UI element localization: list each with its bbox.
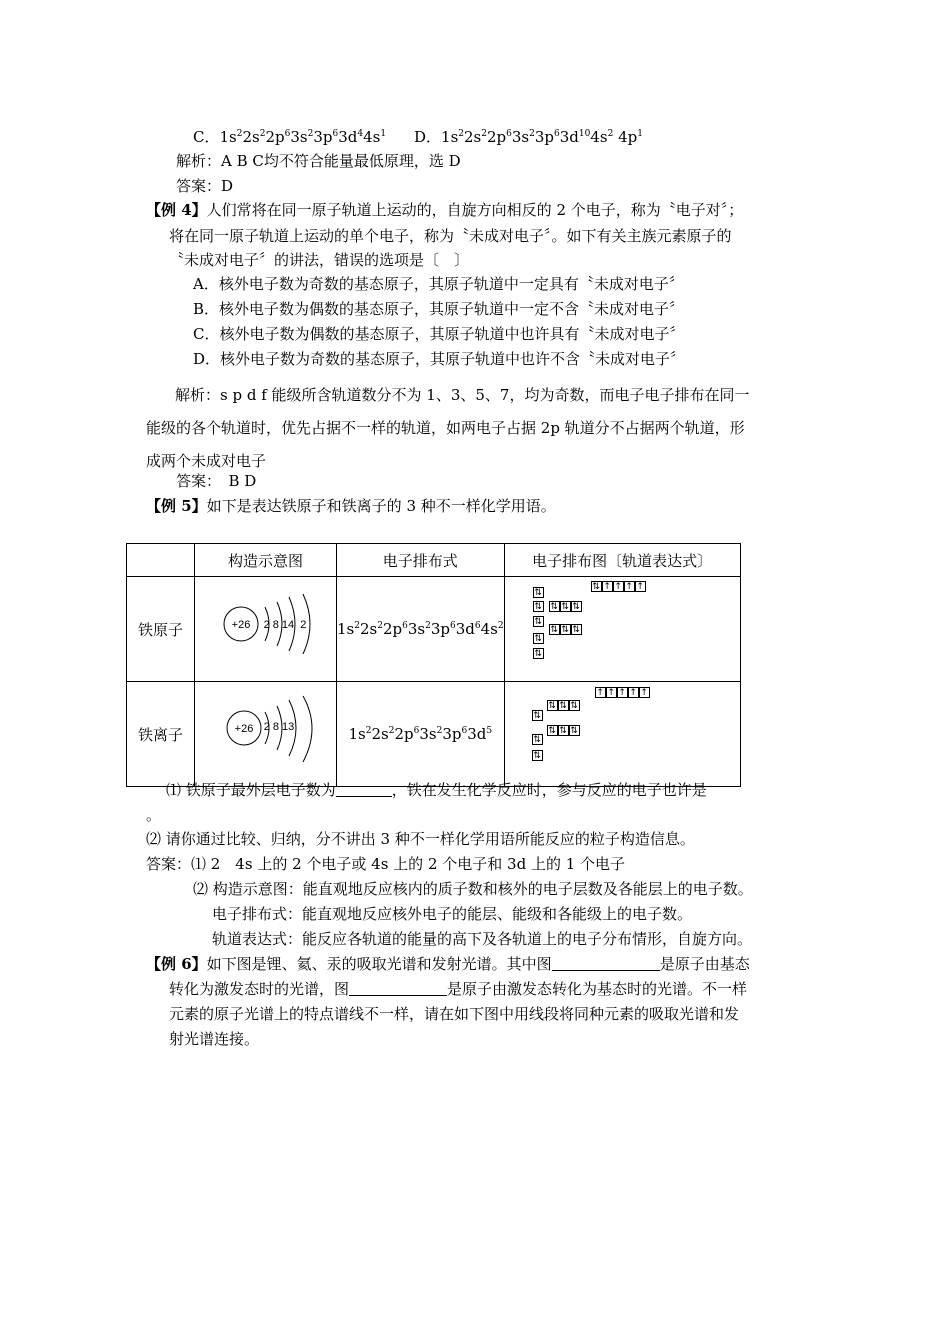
example-4-option-d: D．核外电子数为奇数的基态原子，其原子轨道中也许不含〝未成对电子〞 — [193, 350, 686, 368]
example-4-option-a: A．核外电子数为奇数的基态原子，其原子轨道中一定具有〝未成对电子〞 — [193, 275, 684, 293]
option-d: D．$1s^22s^22p^63s^23p^63d^{10}4s^2$ $4p^1$ — [414, 128, 644, 146]
example-4-line-3: 〝未成对电子〞的讲法，错误的选项是〔 〕 — [169, 251, 470, 269]
ion-2p-orbitals: ⇅ ⇅ ⇅ — [548, 726, 578, 736]
example-4-analysis-2: 能级的各个轨道时，优先占据不一样的轨道，如两电子占据 2p 轨道分不占据两个轨道，形 — [146, 419, 745, 437]
table-header-row — [127, 544, 741, 577]
ion-config-cell — [337, 682, 505, 787]
atom-2p-orbitals: ⇅ ⇅ ⇅ — [550, 625, 580, 635]
example-4-analysis-1: 解析：s p d f 能级所含轨道数分不为 1、3、5、7，均为奇数，而电子电子排布在同一 — [175, 386, 750, 404]
atom-3p-3s-orbitals: ⇅ ⇅ ⇅ ⇅ — [534, 602, 580, 612]
atom-config: $1s^22s^22p^63s^23p^63d^64s^2$ — [337, 620, 504, 638]
table-row — [127, 577, 741, 682]
ion-nucleus: +26 — [234, 723, 254, 735]
table-row — [127, 682, 741, 787]
answer-2: ⑵ 构造示意图：能直观地反应核内的质子数和核外的电子层数及各能层上的电子数。 — [193, 880, 753, 898]
example-6-label: 【例 6】 — [146, 955, 207, 973]
example-6-text-2b: 是原子由激发态转化为基态时的光谱。不一样 — [447, 980, 748, 998]
iron-comparison-table — [126, 543, 741, 787]
ion-3s-orbital: ⇅ — [533, 711, 541, 721]
example-4-option-c: C．核外电子数为偶数的基态原子，其原子轨道中也许具有〝未成对电子〞 — [193, 325, 685, 343]
atom-1s-orbital: ⇅ — [534, 649, 542, 659]
analysis-prev: 解析：A B C均不符合能量最低原理，选 D — [176, 152, 461, 170]
question-1 — [166, 780, 707, 800]
answer-4: 轨道表达式：能反应各轨道的能量的高下及各轨道上的电子分布情形，自旋方向。 — [212, 930, 753, 948]
question-1-text-2: ，铁在发生化学反应时，参与反应的电子也许是 — [391, 781, 707, 799]
row-label-ion: 铁离子 — [127, 682, 195, 787]
atom-orbital-cell — [504, 577, 740, 682]
example-6-text-1a: 如下图是锂、氦、汞的吸取光谱和发射光谱。其中图 — [206, 955, 552, 973]
ion-3d-orbitals: ↑ ↑ ↑ ↑ ↑ — [596, 688, 648, 698]
example-6-line-3: 元素的原子光谱上的特点谱线不一样，请在如下图中用线段将同种元素的吸取光谱和发 — [169, 1005, 740, 1023]
atom-3d-orbitals: ⇅ ↑ ↑ ↑ ↑ — [592, 582, 644, 592]
ion-structure-cell — [195, 682, 337, 787]
example-6-text-2a: 转化为激发态时的光谱，图 — [169, 980, 350, 998]
atom-4s-orbital: ⇅ — [534, 588, 542, 598]
example-6-text-1b: 是原子由基态 — [659, 955, 750, 973]
ion-orbital-cell — [504, 682, 740, 787]
answer-1: 答案：⑴ 2 4s 上的 2 个电子或 4s 上的 2 个电子和 3d 上的 1 个电子 — [146, 855, 626, 873]
header-orbital: 电子排布图〔轨道表达式〕 — [504, 544, 740, 577]
option-c: C．$1s^22s^22p^63s^23p^63d^44s^1$ — [193, 128, 387, 146]
example-5-label: 【例 5】 — [146, 497, 207, 515]
header-blank — [127, 544, 195, 577]
answer-3: 电子排布式：能直观地反应核外电子的能层、能级和各能级上的电子数。 — [212, 905, 693, 923]
example-4-analysis-3: 成两个未成对电子 — [146, 452, 267, 470]
example-6-line-4: 射光谱连接。 — [169, 1030, 260, 1048]
ion-orbital-diagram — [505, 684, 740, 784]
atom-orbital-diagram — [505, 579, 740, 679]
example-5-line — [146, 496, 556, 516]
example-4-text-1: 人们常将在同一原子轨道上运动的，自旋方向相反的 2 个电子，称为〝电子对〞； — [206, 201, 744, 219]
example-6-line-2 — [169, 979, 747, 999]
example-6-blank-1[interactable] — [552, 956, 660, 971]
ion-shell-counts: 2 8 13 — [263, 721, 295, 733]
ion-config: $1s^22s^22p^63s^23p^63d^5$ — [348, 725, 493, 743]
ion-2s-orbital: ⇅ — [533, 735, 541, 745]
atom-nucleus: +26 — [231, 619, 251, 631]
atom-2s-orbital: ⇅ — [534, 634, 542, 644]
atom-shell-counts: 2 8 14 2 — [263, 619, 307, 631]
ion-1s-orbital: ⇅ — [533, 751, 541, 761]
question-1-text: ⑴ 铁原子最外层电子数为 — [166, 781, 336, 799]
atom-config-cell — [337, 577, 505, 682]
question-1-end: 。 — [146, 806, 162, 824]
example-6-line-1 — [146, 954, 750, 974]
question-1-blank[interactable] — [336, 782, 392, 797]
answer-prev: 答案：D — [176, 177, 234, 195]
atom-3s-orbital: ⇅ — [534, 617, 542, 627]
atom-structure-diagram — [195, 577, 336, 677]
question-2: ⑵ 请你通过比较、归纳，分不讲出 3 种不一样化学用语所能反应的粒子构造信息。 — [146, 830, 695, 848]
row-label-atom: 铁原子 — [127, 577, 195, 682]
example-4-line-2: 将在同一原子轨道上运动的单个电子，称为〝未成对电子〞。如下有关主族元素原子的 — [169, 227, 732, 245]
ion-3p-orbitals: ⇅ ⇅ ⇅ — [548, 701, 578, 711]
atom-structure-cell — [195, 577, 337, 682]
header-config: 电子排布式 — [337, 544, 505, 577]
header-structure: 构造示意图 — [195, 544, 337, 577]
example-5-text: 如下是表达铁原子和铁离子的 3 种不一样化学用语。 — [206, 497, 556, 515]
example-4-label: 【例 4】 — [146, 201, 207, 219]
ion-structure-diagram — [195, 682, 336, 782]
example-4-answer: 答案： B D — [176, 472, 257, 490]
example-6-blank-2[interactable] — [349, 981, 447, 996]
example-4-line-1 — [146, 200, 743, 220]
example-4-option-b: B．核外电子数为偶数的基态原子，其原子轨道中一定不含〝未成对电子〞 — [193, 300, 685, 318]
